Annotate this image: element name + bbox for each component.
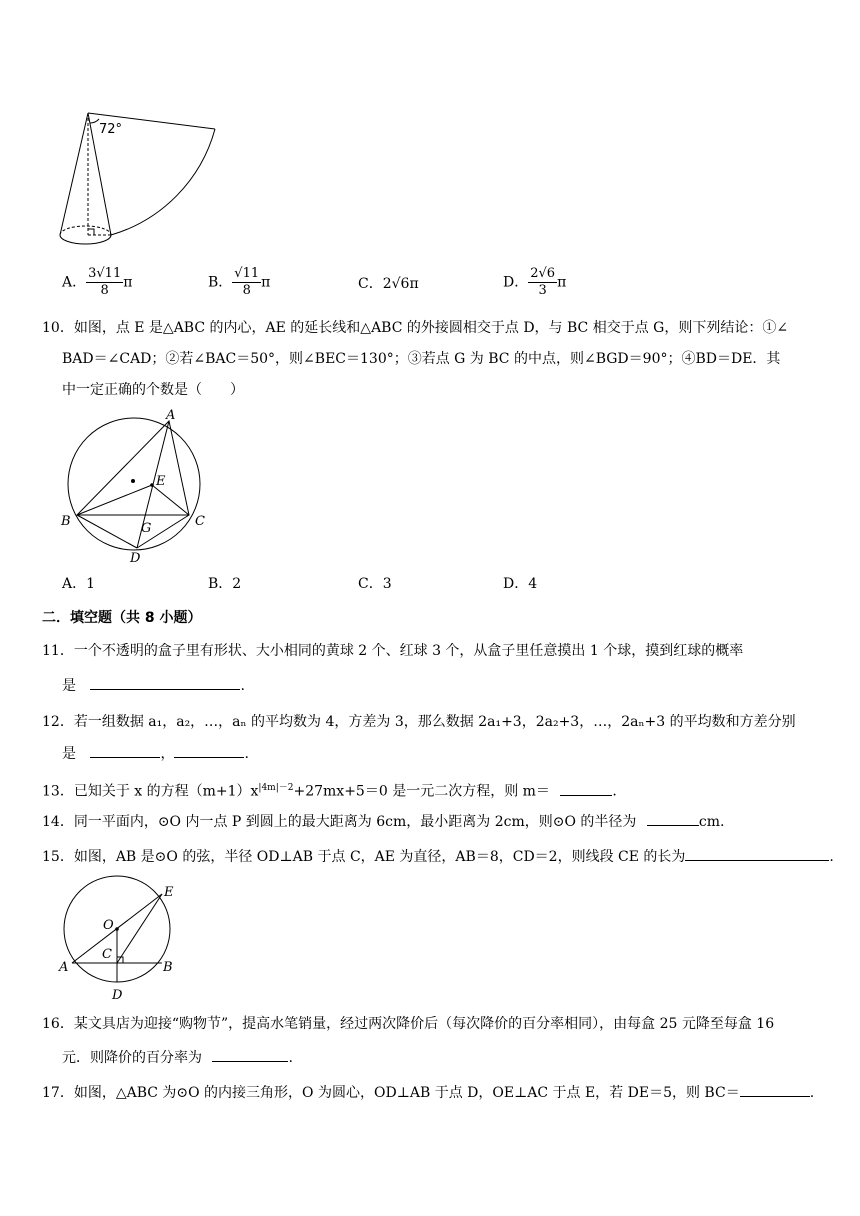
svg-text:B: B xyxy=(163,960,173,975)
section-heading: 二．填空题（共 8 小题） xyxy=(42,610,202,626)
answer-blank[interactable] xyxy=(560,781,612,796)
q10-circle-figure xyxy=(55,405,225,565)
q14-line: 14．同一平面内，⊙O 内一点 P 到圆上的最大距离为 6cm，最小距离为 2cm，则⊙O 的半径为 cm. xyxy=(42,811,724,832)
answer-blank[interactable] xyxy=(647,811,699,826)
answer-blank[interactable] xyxy=(90,743,160,758)
svg-text:B: B xyxy=(61,514,71,529)
svg-text:A: A xyxy=(59,960,69,975)
svg-text:G: G xyxy=(141,521,152,536)
q15-line: 15．如图，AB 是⊙O 的弦，半径 OD⊥AB 于点 C，AE 为直径，AB＝8，CD＝2，则线段 CE 的长为 . xyxy=(42,846,834,867)
fraction: $\frac{3√11}{8}$ xyxy=(88,266,122,298)
svg-text:E: E xyxy=(164,885,174,900)
svg-text:A: A xyxy=(166,408,176,423)
q10-option-b[interactable]: B．2 xyxy=(208,576,242,592)
svg-text:C: C xyxy=(195,514,205,529)
q10-line2: BAD＝∠CAD；②若∠BAC＝50°，则∠BEC＝130°；③若点 G 为 BC 的中点，则∠BGD＝90°；④BD＝DE．其 xyxy=(62,351,781,367)
q12-line2: 是 ， . xyxy=(62,743,249,764)
svg-text:E: E xyxy=(156,474,166,489)
svg-text:D: D xyxy=(112,988,123,1003)
q13-line: 13．已知关于 x 的方程$(m+1)x^{|4m|-2}+27mx+5=0$ 是一元二次方程，则 m＝ . xyxy=(42,778,617,802)
answer-blank[interactable] xyxy=(685,846,829,861)
q11-line1: 11．一个不透明的盒子里有形状、大小相同的黄球 2 个、红球 3 个，从盒子里任意摸出 1 个球，摸到红球的概率 xyxy=(42,643,744,659)
answer-blank[interactable] xyxy=(90,675,240,690)
answer-blank[interactable] xyxy=(174,743,244,758)
q11-line2: 是 . xyxy=(62,675,245,696)
q16-line1: 16．某文具店为迎接“购物节”，提高水笔销量，经过两次降价后（每次降价的百分率相同），由每盒 25 元降至每盒 16 xyxy=(42,1016,775,1032)
q10-option-d[interactable]: D．4 xyxy=(503,576,538,592)
answer-blank[interactable] xyxy=(740,1082,810,1097)
svg-text:D: D xyxy=(130,551,141,565)
angle-label: 72° xyxy=(99,122,123,137)
svg-text:C: C xyxy=(102,947,112,962)
q10-option-c[interactable]: C．3 xyxy=(358,576,392,592)
q9-option-a[interactable]: A． $\frac{3√11}{8}$ π xyxy=(62,266,133,298)
q12-line1: 12．若一组数据 a₁，a₂，…，aₙ 的平均数为 4，方差为 3，那么数据 2a₁+3，2a₂+3，…，2aₙ+3 的平均数和方差分别 xyxy=(42,714,796,730)
q17-line: 17．如图，△ABC 为⊙O 的内接三角形，O 为圆心，OD⊥AB 于点 D，OE⊥AC 于点 E，若 DE＝5，则 BC＝ . xyxy=(42,1082,814,1103)
q10-line1: 10．如图，点 E 是△ABC 的内心，AE 的延长线和△ABC 的外接圆相交于点 D，与 BC 相交于点 G，则下列结论：①∠ xyxy=(42,320,789,336)
q9-option-d[interactable]: D． $\frac{2√6}{3}$ π xyxy=(503,266,567,298)
q10-option-a[interactable]: A．1 xyxy=(62,576,96,592)
q9-option-b[interactable]: B． $\frac{√11}{8}$ π xyxy=(208,266,271,298)
fraction: $\frac{2√6}{3}$ xyxy=(530,266,556,298)
fraction: $\frac{√11}{8}$ xyxy=(234,266,260,298)
svg-text:O: O xyxy=(103,918,114,933)
q16-line2: 元．则降价的百分率为 . xyxy=(62,1047,293,1068)
q10-line3: 中一定正确的个数是（ ） xyxy=(62,382,244,398)
cone-sector-figure xyxy=(55,105,225,255)
q15-circle-figure xyxy=(55,858,195,1003)
answer-blank[interactable] xyxy=(212,1047,288,1062)
q9-option-c[interactable]: C．2√6π xyxy=(358,276,419,292)
